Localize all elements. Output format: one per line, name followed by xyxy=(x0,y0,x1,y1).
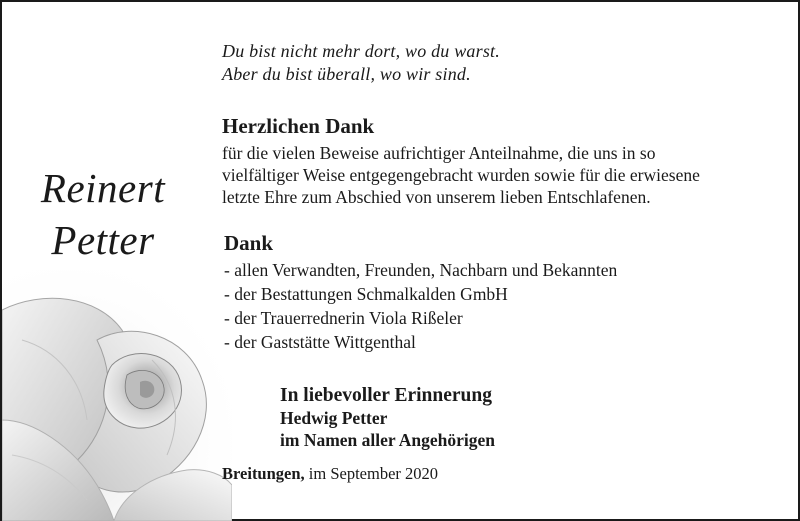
dateline-place: Breitungen, xyxy=(222,464,305,483)
dank-list-item: - allen Verwandten, Freunden, Nachbarn und Bekannten xyxy=(224,260,618,280)
dateline xyxy=(222,464,438,484)
signature-line-3: im Namen aller Angehörigen xyxy=(280,430,496,450)
memorial-quote xyxy=(222,40,500,86)
thanks-body xyxy=(222,142,782,208)
deceased-first-name: Reinert xyxy=(40,165,166,211)
dank-list-item: - der Bestattungen Schmalkalden GmbH xyxy=(224,284,508,304)
thanks-line: letzte Ehre zum Abschied von unserem lieben Entschlafenen. xyxy=(222,187,651,207)
white-rose-image xyxy=(2,270,232,521)
quote-line-2: Aber du bist überall, wo wir sind. xyxy=(222,64,471,84)
signature-line-1: In liebevoller Erinnerung xyxy=(280,385,492,406)
dank-list xyxy=(224,258,617,354)
deceased-last-name: Petter xyxy=(51,217,155,263)
thanks-heading: Herzlichen Dank xyxy=(222,114,375,138)
dank-heading: Dank xyxy=(224,231,274,255)
thanks-line: vielfältiger Weise entgegengebracht wurden sowie für die erwiesene xyxy=(222,165,700,185)
quote-line-1: Du bist nicht mehr dort, wo du warst. xyxy=(222,41,500,61)
dank-list-item: - der Trauerrednerin Viola Rißeler xyxy=(224,308,463,328)
dateline-date: im September 2020 xyxy=(308,464,439,483)
signature-block xyxy=(280,385,495,451)
signature-line-2: Hedwig Petter xyxy=(280,408,388,428)
thanks-line: für die vielen Beweise aufrichtiger Anteilnahme, die uns in so xyxy=(222,143,656,163)
dank-list-item: - der Gaststätte Wittgenthal xyxy=(224,332,416,352)
deceased-name xyxy=(24,162,182,266)
